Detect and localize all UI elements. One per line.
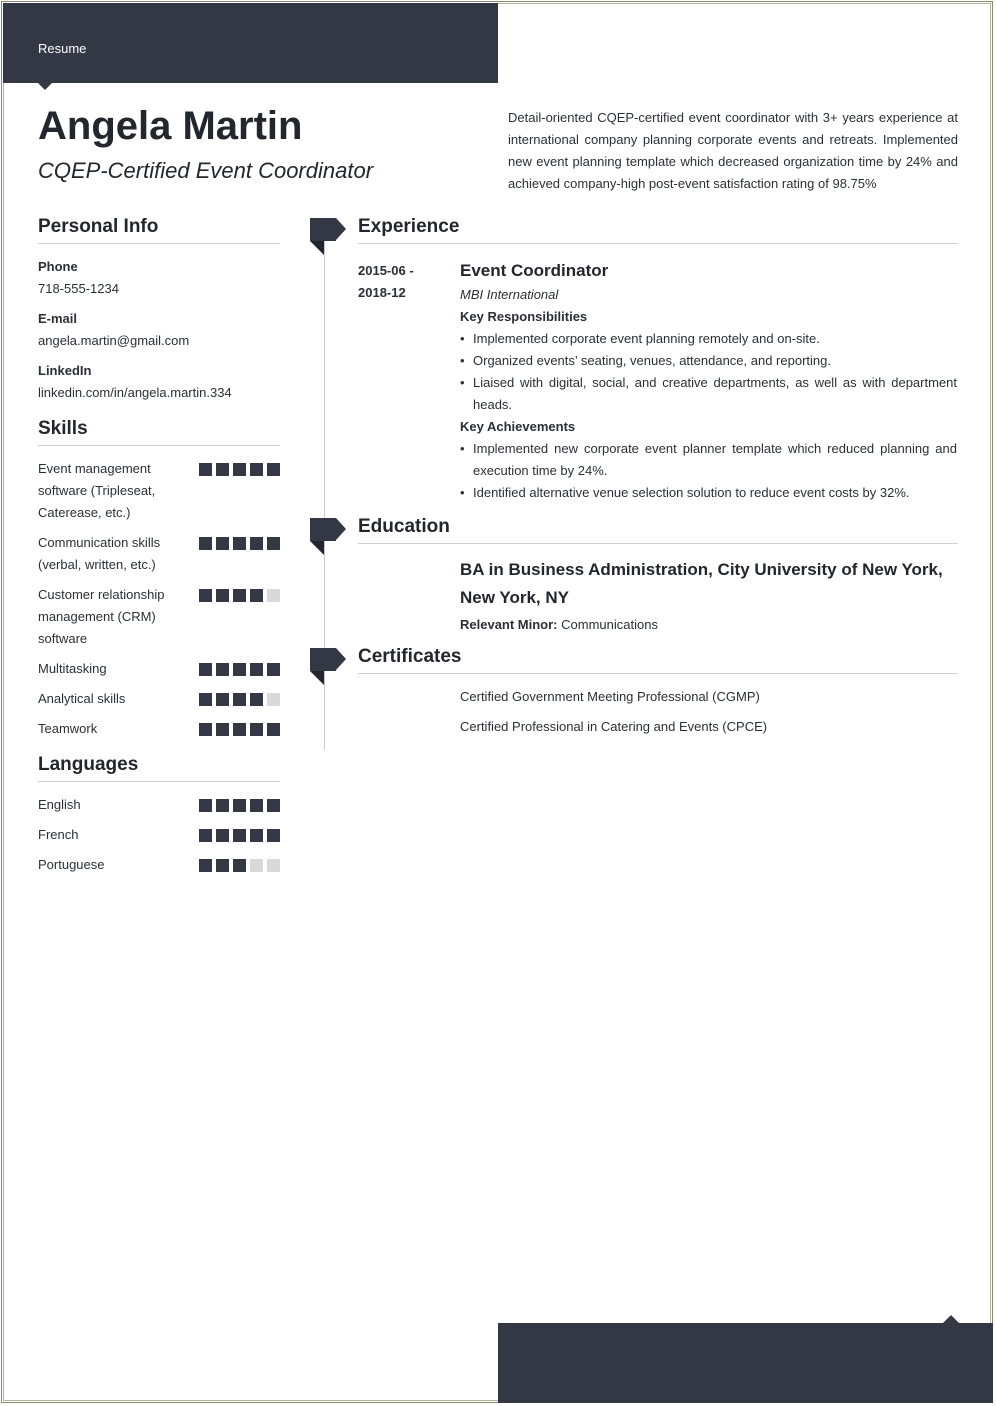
rating-dot-filled — [267, 463, 280, 476]
rating-dot-filled — [199, 829, 212, 842]
rating-name: English — [38, 797, 81, 812]
experience-flag-icon — [310, 218, 346, 255]
experience-body — [460, 258, 957, 504]
rating-dot-filled — [250, 537, 263, 550]
rating-dot-empty — [267, 859, 280, 872]
list-item: • Implemented corporate event planning remotely and on-site. — [460, 328, 957, 350]
rating-dot-filled — [216, 537, 229, 550]
rating-dot-filled — [216, 589, 229, 602]
rating-dot-filled — [199, 663, 212, 676]
rating-dot-filled — [267, 799, 280, 812]
languages-heading: Languages — [38, 754, 280, 782]
phone-value: 718-555-1234 — [38, 281, 119, 296]
rating-row — [38, 584, 280, 650]
rating-dots — [199, 584, 280, 602]
rating-row — [38, 794, 280, 816]
education-flag-icon — [310, 518, 346, 555]
languages-list — [38, 794, 280, 876]
skills-heading: Skills — [38, 418, 280, 446]
rating-dot-empty — [250, 859, 263, 872]
rating-dot-filled — [199, 589, 212, 602]
rating-dot-filled — [199, 537, 212, 550]
rating-dots — [199, 458, 280, 476]
certificate-item: Certified Government Meeting Professional (CGMP) — [460, 689, 760, 704]
rating-dot-filled — [216, 859, 229, 872]
achievements-heading: Key Achievements — [460, 419, 576, 434]
education-body — [460, 556, 958, 636]
rating-name: Portuguese — [38, 857, 105, 872]
responsibilities-heading: Key Responsibilities — [460, 309, 588, 324]
rating-row — [38, 532, 280, 576]
rating-dot-filled — [216, 663, 229, 676]
rating-dot-filled — [250, 663, 263, 676]
rating-row — [38, 658, 280, 680]
left-column — [38, 216, 280, 884]
rating-dots — [199, 824, 280, 842]
minor-value: Communications — [561, 617, 658, 632]
skills-list — [38, 458, 280, 740]
rating-dot-filled — [216, 693, 229, 706]
rating-row — [38, 718, 280, 740]
rating-dot-filled — [233, 693, 246, 706]
minor-label: Relevant Minor: — [460, 617, 558, 632]
banner-label: Resume — [38, 41, 87, 56]
certificates-heading: Certificates — [358, 646, 958, 674]
personal-info-heading: Personal Info — [38, 216, 280, 244]
responsibilities-list — [460, 328, 957, 416]
degree: BA in Business Administration, City University of New York, New York, NY — [460, 560, 943, 607]
rating-dot-filled — [199, 693, 212, 706]
rating-dot-filled — [216, 463, 229, 476]
linkedin-label: LinkedIn — [38, 363, 92, 378]
list-item: • Organized events’ seating, venues, attendance, and reporting. — [460, 350, 957, 372]
experience-section — [358, 216, 958, 506]
rating-dot-filled — [216, 723, 229, 736]
rating-name: Teamwork — [38, 721, 98, 736]
rating-name: Customer relationship management (CRM) software — [38, 587, 165, 646]
education-section — [358, 516, 958, 636]
rating-dot-filled — [267, 829, 280, 842]
rating-dot-filled — [267, 537, 280, 550]
rating-dots — [199, 532, 280, 550]
rating-dot-filled — [233, 663, 246, 676]
rating-row — [38, 688, 280, 710]
phone-label: Phone — [38, 259, 78, 274]
rating-dots — [199, 658, 280, 676]
rating-dots — [199, 718, 280, 736]
rating-dot-filled — [233, 829, 246, 842]
email-label: E-mail — [38, 311, 78, 326]
rating-row — [38, 458, 280, 524]
rating-name: Event management software (Tripleseat, Caterease, etc.) — [38, 461, 156, 520]
rating-name: Analytical skills — [38, 691, 126, 706]
date-end: 2018-12 — [358, 285, 406, 300]
job-title: Event Coordinator — [460, 261, 609, 280]
list-item: • Identified alternative venue selection solution to reduce event costs by 32%. — [460, 482, 957, 504]
minor-line — [460, 614, 958, 636]
certificates-section — [358, 646, 958, 746]
rating-dot-filled — [250, 723, 263, 736]
certificates-list — [460, 686, 958, 738]
rating-dot-filled — [250, 463, 263, 476]
date-start: 2015-06 - — [358, 263, 414, 278]
candidate-title: CQEP-Certified Event Coordinator — [38, 158, 374, 183]
rating-dot-filled — [233, 463, 246, 476]
rating-dot-filled — [267, 663, 280, 676]
rating-name: Multitasking — [38, 661, 107, 676]
rating-dot-filled — [233, 799, 246, 812]
rating-name: French — [38, 827, 79, 842]
rating-dot-empty — [267, 693, 280, 706]
rating-dot-filled — [233, 723, 246, 736]
email-value: angela.martin@gmail.com — [38, 333, 190, 348]
candidate-name: Angela Martin — [38, 104, 303, 148]
rating-dot-filled — [250, 799, 263, 812]
rating-dot-filled — [199, 723, 212, 736]
certificates-flag-icon — [310, 648, 346, 685]
rating-row — [38, 854, 280, 876]
company-name: MBI International — [460, 287, 559, 302]
rating-row — [38, 824, 280, 846]
rating-dots — [199, 794, 280, 812]
rating-dot-filled — [199, 463, 212, 476]
top-banner-notch — [37, 82, 53, 90]
rating-dot-filled — [267, 723, 280, 736]
rating-dot-filled — [216, 799, 229, 812]
education-heading: Education — [358, 516, 958, 544]
rating-dots — [199, 688, 280, 706]
rating-dot-empty — [267, 589, 280, 602]
rating-dot-filled — [233, 589, 246, 602]
rating-dot-filled — [199, 799, 212, 812]
rating-dot-filled — [233, 859, 246, 872]
rating-dot-filled — [216, 829, 229, 842]
certificate-item: Certified Professional in Catering and Events (CPCE) — [460, 719, 768, 734]
rating-dot-filled — [199, 859, 212, 872]
linkedin-value: linkedin.com/in/angela.martin.334 — [38, 385, 232, 400]
experience-heading: Experience — [358, 216, 958, 244]
list-item: • Implemented new corporate event planner template which reduced planning and execution time by 24%. — [460, 438, 957, 482]
rating-dots — [199, 854, 280, 872]
rating-dot-filled — [233, 537, 246, 550]
achievements-list — [460, 438, 957, 504]
top-banner — [3, 3, 498, 83]
rating-dot-filled — [250, 589, 263, 602]
rating-dot-filled — [250, 693, 263, 706]
bottom-banner — [498, 1323, 993, 1403]
rating-dot-filled — [250, 829, 263, 842]
rating-name: Communication skills (verbal, written, etc.) — [38, 535, 161, 572]
experience-dates — [358, 260, 438, 304]
list-item: • Liaised with digital, social, and creative departments, as well as with department heads. — [460, 372, 957, 416]
bottom-banner-notch — [943, 1315, 959, 1323]
summary-text: Detail-oriented CQEP-certified event coordinator with 3+ years experience at international company planning corporate events and retreats. Implemented new event planning template which decreased organization time by 24% and achieved company-high post-event satisfaction rating of 98.75% — [508, 110, 958, 191]
